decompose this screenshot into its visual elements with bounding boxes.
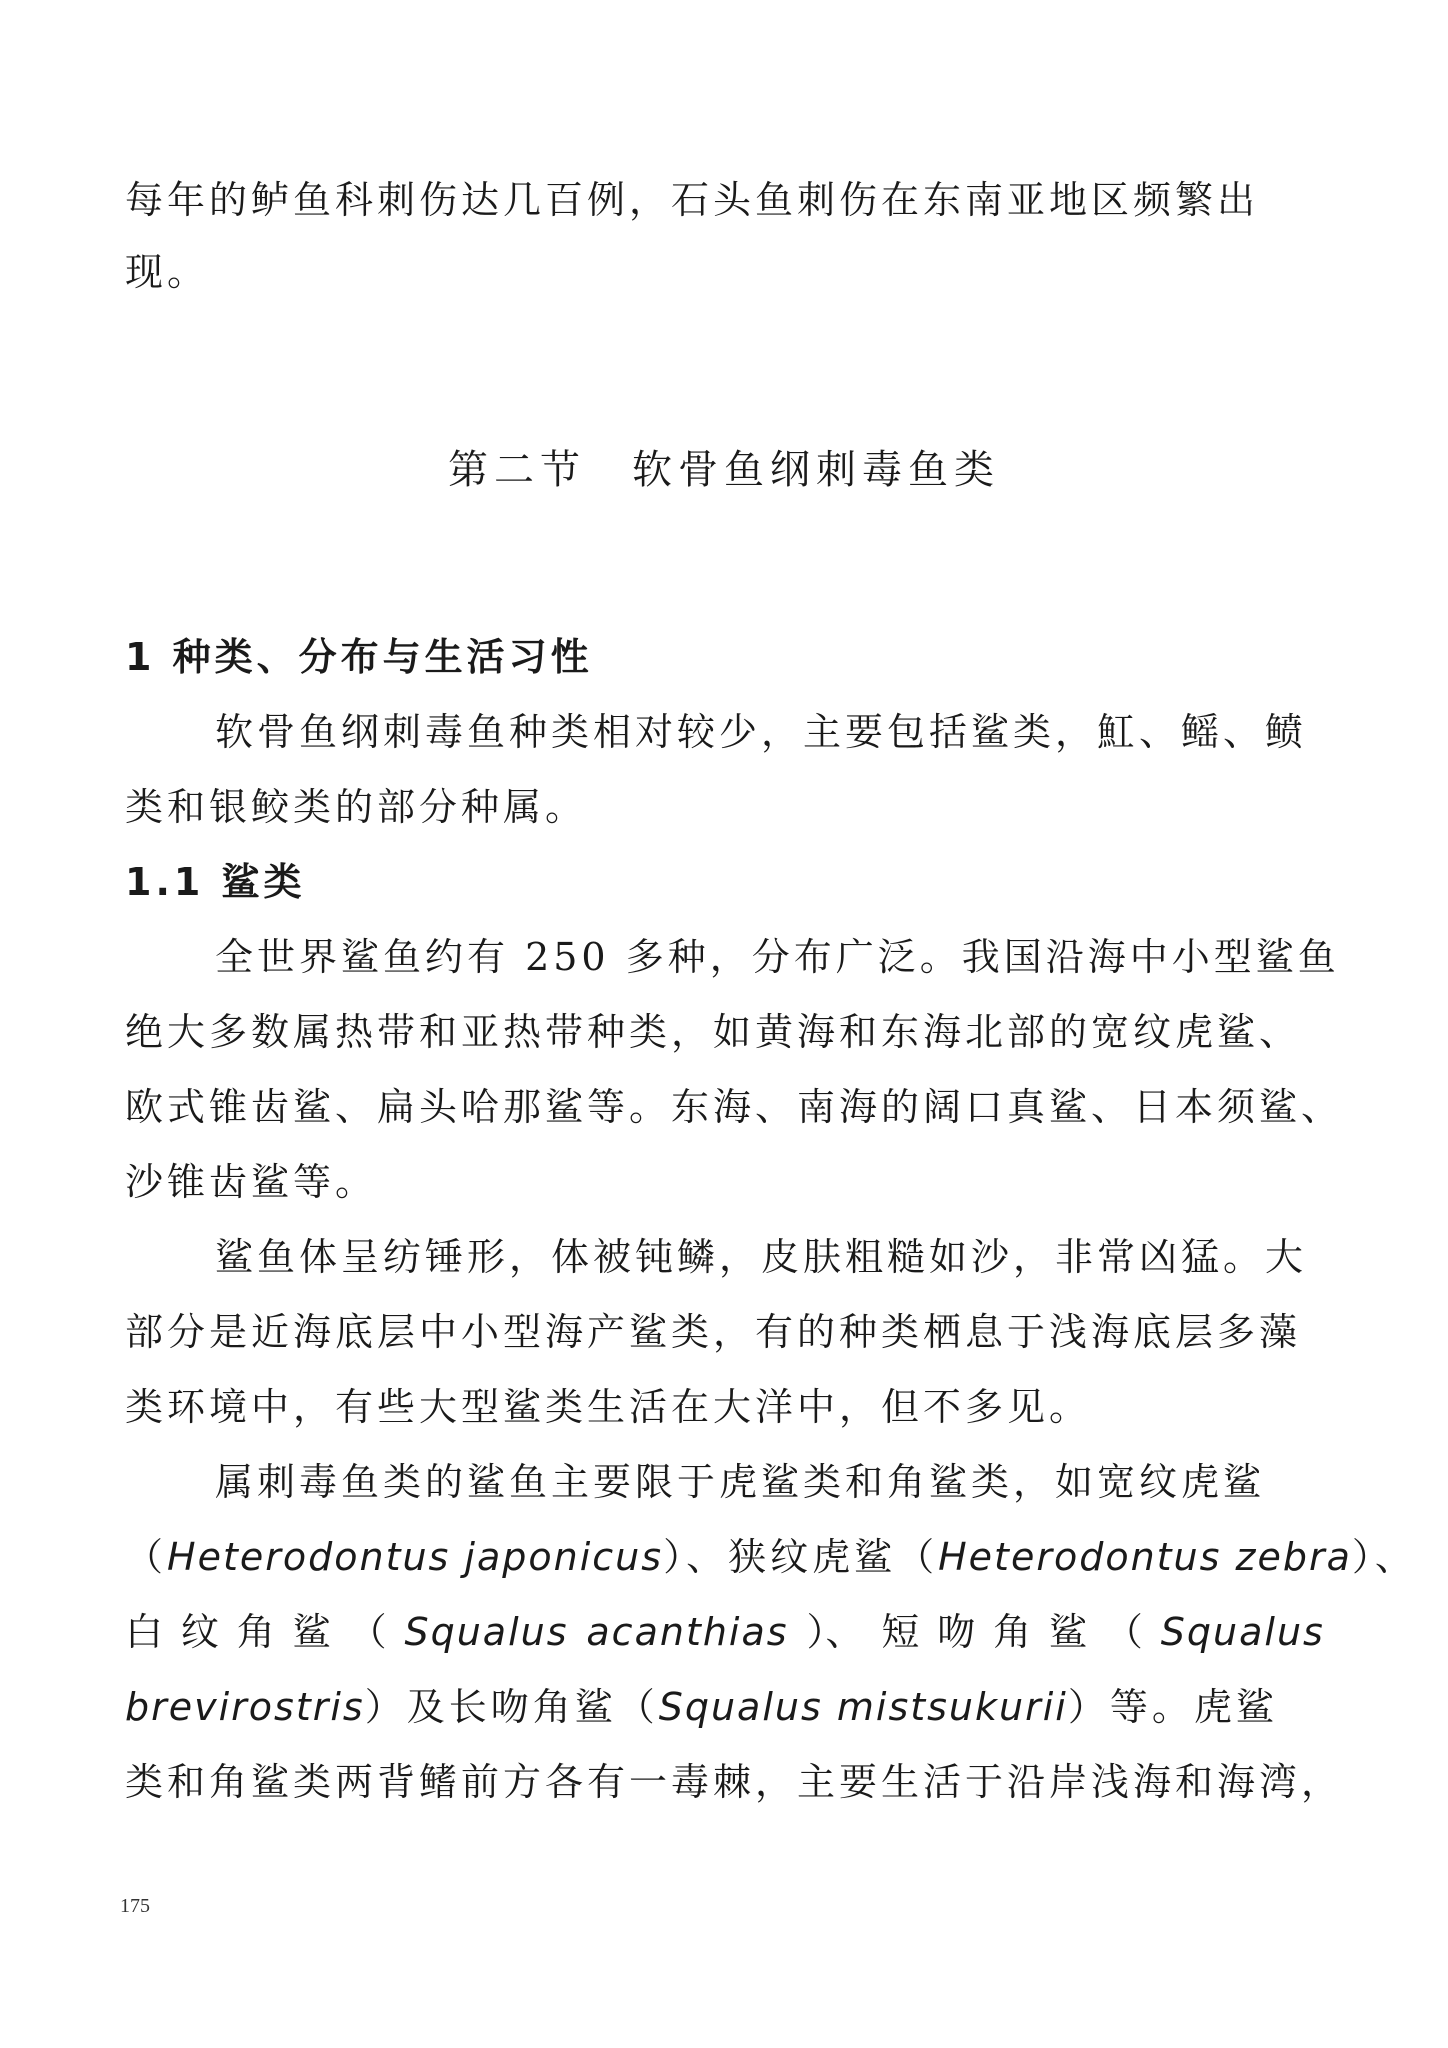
text-line: 部分是近海底层中小型海产鲨类，有的种类栖息于浅海底层多藻 bbox=[125, 1310, 1302, 1354]
text-segment: （ bbox=[125, 1535, 168, 1579]
text-segment: ）、狭纹虎鲨（ bbox=[663, 1535, 939, 1579]
text-line: 全世界鲨鱼约有 250 多种，分布广泛。我国沿海中小型鲨鱼 bbox=[215, 935, 1340, 979]
text-line: 软骨鱼纲刺毒鱼种类相对较少，主要包括鲨类，魟、鳐、鲼 bbox=[215, 710, 1308, 754]
text-line: 绝大多数属热带和亚热带种类，如黄海和东海北部的宽纹虎鲨、 bbox=[125, 1010, 1302, 1054]
text-token: ）、 bbox=[806, 1610, 864, 1654]
species-name: Heterodontus zebra bbox=[938, 1535, 1352, 1579]
section-title: 第二节 软骨鱼纲刺毒鱼类 bbox=[448, 447, 1000, 493]
text-token: 角 bbox=[993, 1610, 1032, 1654]
text-line: 鲨鱼体呈纺锤形，体被钝鳞，皮肤粗糙如沙，非常凶猛。大 bbox=[215, 1235, 1308, 1279]
text-token: 鲨 bbox=[292, 1610, 331, 1654]
text-token: 短 bbox=[881, 1610, 920, 1654]
species-name: Squalus mistsukurii bbox=[658, 1685, 1068, 1729]
text-line: 类环境中，有些大型鲨类生活在大洋中，但不多见。 bbox=[125, 1385, 1092, 1429]
text-line: 每年的鲈鱼科刺伤达几百例，石头鱼刺伤在东南亚地区频繁出 bbox=[125, 178, 1260, 222]
heading-1: 1 种类、分布与生活习性 bbox=[125, 635, 593, 679]
text-line: 沙锥齿鲨等。 bbox=[125, 1160, 378, 1204]
text-segment: ）及长吻角鲨（ bbox=[364, 1685, 659, 1729]
text-segment: ）、 bbox=[1351, 1535, 1417, 1579]
text-line-mixed bbox=[125, 1532, 1417, 1582]
species-name: Heterodontus japonicus bbox=[167, 1535, 664, 1579]
heading-1-1: 1.1 鲨类 bbox=[125, 860, 306, 904]
text-token: 吻 bbox=[937, 1610, 976, 1654]
species-name: acanthias bbox=[586, 1610, 789, 1654]
text-token: （ bbox=[1104, 1610, 1143, 1654]
text-token: 白 bbox=[125, 1610, 164, 1654]
text-line: 类和银鲛类的部分种属。 bbox=[125, 785, 588, 829]
text-line-mixed bbox=[125, 1682, 1325, 1732]
text-line: 现。 bbox=[125, 250, 210, 294]
text-line-justified bbox=[125, 1607, 1325, 1657]
species-name: Squalus bbox=[404, 1610, 569, 1654]
text-line: 欧式锥齿鲨、扁头哈那鲨等。东海、南海的阔口真鲨、日本须鲨、 bbox=[125, 1085, 1344, 1129]
text-token: 角 bbox=[236, 1610, 275, 1654]
text-line: 类和角鲨类两背鳍前方各有一毒棘，主要生活于沿岸浅海和海湾， bbox=[125, 1760, 1344, 1804]
text-segment: ）等。虎鲨 bbox=[1067, 1685, 1278, 1729]
text-line: 属刺毒鱼类的鲨鱼主要限于虎鲨类和角鲨类，如宽纹虎鲨 bbox=[215, 1460, 1266, 1504]
species-name: brevirostris bbox=[125, 1685, 365, 1729]
text-token: 纹 bbox=[180, 1610, 219, 1654]
species-name: Squalus bbox=[1160, 1610, 1325, 1654]
page-number: 175 bbox=[120, 1895, 150, 1917]
text-token: 鲨 bbox=[1049, 1610, 1088, 1654]
text-token: （ bbox=[348, 1610, 387, 1654]
